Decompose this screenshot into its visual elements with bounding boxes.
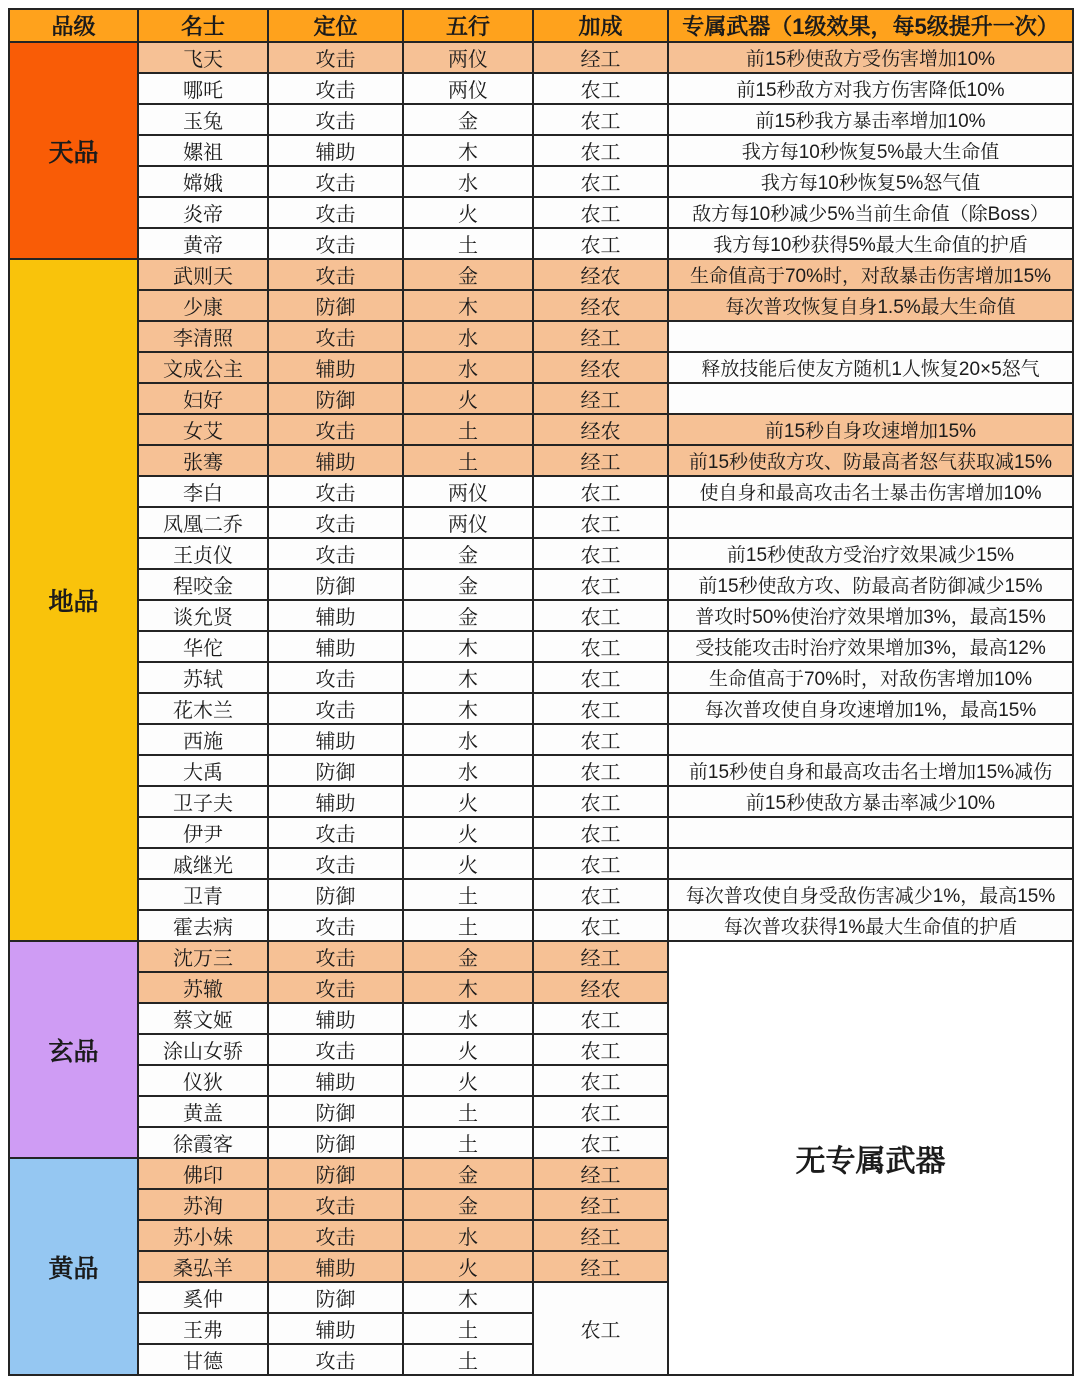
element-cell: 火 xyxy=(403,1065,533,1096)
table-row xyxy=(9,786,1073,817)
weapon-effect-cell: 使自身和最高攻击名士暴击伤害增加10% xyxy=(668,476,1073,507)
table-row xyxy=(9,197,1073,228)
element-cell: 土 xyxy=(403,1127,533,1158)
role-cell: 辅助 xyxy=(268,1251,403,1282)
element-cell: 水 xyxy=(403,321,533,352)
element-cell: 火 xyxy=(403,197,533,228)
element-cell: 水 xyxy=(403,724,533,755)
element-cell: 火 xyxy=(403,1251,533,1282)
table-row xyxy=(9,228,1073,259)
celebrity-name-cell: 李清照 xyxy=(138,321,268,352)
celebrity-name-cell: 程咬金 xyxy=(138,569,268,600)
celebrity-name-cell: 桑弘羊 xyxy=(138,1251,268,1282)
celebrity-name-cell: 炎帝 xyxy=(138,197,268,228)
role-cell: 辅助 xyxy=(268,135,403,166)
role-cell: 攻击 xyxy=(268,259,403,290)
table-row xyxy=(9,600,1073,631)
celebrity-name-cell: 哪吒 xyxy=(138,73,268,104)
role-cell: 攻击 xyxy=(268,1189,403,1220)
element-cell: 土 xyxy=(403,228,533,259)
role-cell: 防御 xyxy=(268,1158,403,1189)
weapon-effect-cell: 前15秒自身攻速增加15% xyxy=(668,414,1073,445)
weapon-effect-cell: 每次普攻恢复自身1.5%最大生命值 xyxy=(668,290,1073,321)
weapon-effect-cell: 前15秒使敌方受治疗效果减少15% xyxy=(668,538,1073,569)
celebrity-name-cell: 佛印 xyxy=(138,1158,268,1189)
bonus-cell: 农工 xyxy=(533,817,668,848)
bonus-cell: 农工 xyxy=(533,1096,668,1127)
tier-cell: 地品 xyxy=(9,259,138,941)
celebrity-name-cell: 嫘祖 xyxy=(138,135,268,166)
table-row xyxy=(9,631,1073,662)
bonus-cell: 农工 xyxy=(533,848,668,879)
element-cell: 火 xyxy=(403,786,533,817)
weapon-effect-cell xyxy=(668,817,1073,848)
celebrity-name-cell: 黄帝 xyxy=(138,228,268,259)
celebrity-name-cell: 少康 xyxy=(138,290,268,321)
bonus-cell: 农工 xyxy=(533,228,668,259)
role-cell: 攻击 xyxy=(268,1344,403,1375)
element-cell: 土 xyxy=(403,414,533,445)
bonus-cell: 经农 xyxy=(533,414,668,445)
celebrity-name-cell: 大禹 xyxy=(138,755,268,786)
celebrity-name-cell: 华佗 xyxy=(138,631,268,662)
header-row xyxy=(9,9,1073,42)
celebrity-name-cell: 伊尹 xyxy=(138,817,268,848)
element-cell: 土 xyxy=(403,879,533,910)
table-row xyxy=(9,73,1073,104)
table-row xyxy=(9,352,1073,383)
table-row xyxy=(9,476,1073,507)
table-body xyxy=(9,42,1073,1375)
weapon-effect-cell: 释放技能后使友方随机1人恢复20×5怒气 xyxy=(668,352,1073,383)
role-cell: 攻击 xyxy=(268,1034,403,1065)
table-row xyxy=(9,104,1073,135)
tier-cell: 天品 xyxy=(9,42,138,259)
weapon-effect-cell: 前15秒我方暴击率增加10% xyxy=(668,104,1073,135)
element-cell: 水 xyxy=(403,352,533,383)
celebrity-name-cell: 沈万三 xyxy=(138,941,268,972)
celebrity-name-cell: 妇好 xyxy=(138,383,268,414)
weapon-effect-cell: 每次普攻使自身攻速增加1%，最高15% xyxy=(668,693,1073,724)
weapon-effect-cell: 前15秒使自身和最高攻击名士增加15%减伤 xyxy=(668,755,1073,786)
weapon-effect-cell: 受技能攻击时治疗效果增加3%，最高12% xyxy=(668,631,1073,662)
role-cell: 防御 xyxy=(268,1096,403,1127)
bonus-cell: 农工 xyxy=(533,1282,668,1375)
element-cell: 土 xyxy=(403,1344,533,1375)
no-exclusive-weapon-cell: 无专属武器 xyxy=(668,941,1073,1375)
celebrity-name-cell: 涂山女骄 xyxy=(138,1034,268,1065)
bonus-cell: 农工 xyxy=(533,879,668,910)
bonus-cell: 农工 xyxy=(533,104,668,135)
bonus-cell: 农工 xyxy=(533,476,668,507)
element-cell: 金 xyxy=(403,600,533,631)
table-row xyxy=(9,507,1073,538)
bonus-cell: 农工 xyxy=(533,538,668,569)
weapon-effect-cell: 每次普攻使自身受敌伤害减少1%，最高15% xyxy=(668,879,1073,910)
element-cell: 两仪 xyxy=(403,476,533,507)
element-cell: 金 xyxy=(403,259,533,290)
celebrity-name-cell: 王贞仪 xyxy=(138,538,268,569)
element-cell: 金 xyxy=(403,569,533,600)
bonus-cell: 经工 xyxy=(533,941,668,972)
weapon-effect-cell: 前15秒使敌方受伤害增加10% xyxy=(668,42,1073,73)
role-cell: 攻击 xyxy=(268,538,403,569)
element-cell: 土 xyxy=(403,1096,533,1127)
weapon-effect-cell: 生命值高于70%时，对敌伤害增加10% xyxy=(668,662,1073,693)
role-cell: 防御 xyxy=(268,879,403,910)
bonus-cell: 经农 xyxy=(533,290,668,321)
bonus-cell: 经工 xyxy=(533,1158,668,1189)
bonus-cell: 经工 xyxy=(533,445,668,476)
bonus-cell: 农工 xyxy=(533,631,668,662)
role-cell: 防御 xyxy=(268,1282,403,1313)
weapon-effect-cell: 每次普攻获得1%最大生命值的护盾 xyxy=(668,910,1073,941)
role-cell: 攻击 xyxy=(268,1220,403,1251)
bonus-cell: 农工 xyxy=(533,1003,668,1034)
celebrity-name-cell: 武则天 xyxy=(138,259,268,290)
celebrity-name-cell: 仪狄 xyxy=(138,1065,268,1096)
element-cell: 水 xyxy=(403,1220,533,1251)
element-cell: 木 xyxy=(403,693,533,724)
weapon-effect-cell xyxy=(668,507,1073,538)
role-cell: 辅助 xyxy=(268,724,403,755)
weapon-effect-cell xyxy=(668,848,1073,879)
bonus-cell: 农工 xyxy=(533,600,668,631)
tier-cell: 黄品 xyxy=(9,1158,138,1375)
element-cell: 木 xyxy=(403,662,533,693)
role-cell: 攻击 xyxy=(268,817,403,848)
element-cell: 水 xyxy=(403,1003,533,1034)
weapon-effect-cell: 我方每10秒恢复5%最大生命值 xyxy=(668,135,1073,166)
element-cell: 土 xyxy=(403,1313,533,1344)
celebrity-name-cell: 苏小妹 xyxy=(138,1220,268,1251)
celebrity-name-cell: 戚继光 xyxy=(138,848,268,879)
element-cell: 木 xyxy=(403,135,533,166)
weapon-effect-cell: 前15秒敌方对我方伤害降低10% xyxy=(668,73,1073,104)
celebrity-name-cell: 苏轼 xyxy=(138,662,268,693)
element-cell: 火 xyxy=(403,848,533,879)
element-cell: 金 xyxy=(403,538,533,569)
element-cell: 土 xyxy=(403,445,533,476)
role-cell: 攻击 xyxy=(268,507,403,538)
role-cell: 防御 xyxy=(268,383,403,414)
table-row xyxy=(9,414,1073,445)
element-cell: 木 xyxy=(403,1282,533,1313)
table-row xyxy=(9,848,1073,879)
celebrity-name-cell: 西施 xyxy=(138,724,268,755)
element-cell: 金 xyxy=(403,1158,533,1189)
role-cell: 攻击 xyxy=(268,476,403,507)
bonus-cell: 农工 xyxy=(533,786,668,817)
role-cell: 防御 xyxy=(268,755,403,786)
role-cell: 攻击 xyxy=(268,972,403,1003)
column-header: 品级 xyxy=(9,9,138,42)
celebrity-name-cell: 卫子夫 xyxy=(138,786,268,817)
bonus-cell: 农工 xyxy=(533,1034,668,1065)
celebrity-name-cell: 苏辙 xyxy=(138,972,268,1003)
role-cell: 攻击 xyxy=(268,73,403,104)
weapon-effect-cell xyxy=(668,724,1073,755)
element-cell: 木 xyxy=(403,631,533,662)
role-cell: 攻击 xyxy=(268,228,403,259)
role-cell: 攻击 xyxy=(268,662,403,693)
bonus-cell: 农工 xyxy=(533,662,668,693)
bonus-cell: 农工 xyxy=(533,569,668,600)
table-row xyxy=(9,445,1073,476)
bonus-cell: 农工 xyxy=(533,166,668,197)
column-header: 定位 xyxy=(268,9,403,42)
element-cell: 木 xyxy=(403,290,533,321)
weapon-effect-cell: 前15秒使敌方攻、防最高者防御减少15% xyxy=(668,569,1073,600)
role-cell: 辅助 xyxy=(268,631,403,662)
role-cell: 攻击 xyxy=(268,104,403,135)
table-header xyxy=(9,9,1073,42)
table-row xyxy=(9,259,1073,290)
role-cell: 攻击 xyxy=(268,197,403,228)
role-cell: 攻击 xyxy=(268,166,403,197)
bonus-cell: 农工 xyxy=(533,693,668,724)
element-cell: 金 xyxy=(403,104,533,135)
celebrity-name-cell: 卫青 xyxy=(138,879,268,910)
celebrity-name-cell: 凤凰二乔 xyxy=(138,507,268,538)
celebrity-name-cell: 苏洵 xyxy=(138,1189,268,1220)
tier-cell: 玄品 xyxy=(9,941,138,1158)
table-row xyxy=(9,879,1073,910)
table-row xyxy=(9,166,1073,197)
table-row xyxy=(9,817,1073,848)
weapon-effect-cell: 前15秒使敌方攻、防最高者怒气获取减15% xyxy=(668,445,1073,476)
role-cell: 攻击 xyxy=(268,321,403,352)
role-cell: 辅助 xyxy=(268,600,403,631)
column-header: 名士 xyxy=(138,9,268,42)
table-row xyxy=(9,383,1073,414)
bonus-cell: 经工 xyxy=(533,42,668,73)
bonus-cell: 农工 xyxy=(533,197,668,228)
element-cell: 两仪 xyxy=(403,73,533,104)
bonus-cell: 农工 xyxy=(533,910,668,941)
bonus-cell: 经工 xyxy=(533,1189,668,1220)
role-cell: 防御 xyxy=(268,1127,403,1158)
table-row xyxy=(9,290,1073,321)
element-cell: 两仪 xyxy=(403,42,533,73)
role-cell: 防御 xyxy=(268,290,403,321)
role-cell: 防御 xyxy=(268,569,403,600)
weapon-effect-cell: 我方每10秒恢复5%怒气值 xyxy=(668,166,1073,197)
bonus-cell: 经农 xyxy=(533,259,668,290)
role-cell: 辅助 xyxy=(268,445,403,476)
bonus-cell: 农工 xyxy=(533,1065,668,1096)
role-cell: 辅助 xyxy=(268,352,403,383)
weapon-effect-cell: 敌方每10秒减少5%当前生命值（除Boss） xyxy=(668,197,1073,228)
bonus-cell: 经工 xyxy=(533,1251,668,1282)
table-row xyxy=(9,910,1073,941)
element-cell: 火 xyxy=(403,817,533,848)
celebrity-name-cell: 谈允贤 xyxy=(138,600,268,631)
bonus-cell: 经农 xyxy=(533,972,668,1003)
celebrity-name-cell: 甘德 xyxy=(138,1344,268,1375)
bonus-cell: 农工 xyxy=(533,1127,668,1158)
column-header: 专属武器（1级效果，每5级提升一次） xyxy=(668,9,1073,42)
bonus-cell: 农工 xyxy=(533,73,668,104)
bonus-cell: 农工 xyxy=(533,507,668,538)
celebrity-name-cell: 王弗 xyxy=(138,1313,268,1344)
role-cell: 辅助 xyxy=(268,1065,403,1096)
bonus-cell: 经工 xyxy=(533,321,668,352)
table-row xyxy=(9,755,1073,786)
weapon-effect-cell: 普攻时50%使治疗效果增加3%，最高15% xyxy=(668,600,1073,631)
role-cell: 攻击 xyxy=(268,42,403,73)
celebrity-name-cell: 黄盖 xyxy=(138,1096,268,1127)
element-cell: 火 xyxy=(403,1034,533,1065)
element-cell: 水 xyxy=(403,755,533,786)
celebrity-name-cell: 张骞 xyxy=(138,445,268,476)
role-cell: 攻击 xyxy=(268,910,403,941)
role-cell: 攻击 xyxy=(268,848,403,879)
table-row xyxy=(9,941,1073,972)
table-row xyxy=(9,42,1073,73)
role-cell: 辅助 xyxy=(268,786,403,817)
role-cell: 辅助 xyxy=(268,1003,403,1034)
celebrity-name-cell: 女艾 xyxy=(138,414,268,445)
weapon-effect-cell: 生命值高于70%时，对敌暴击伤害增加15% xyxy=(668,259,1073,290)
bonus-cell: 农工 xyxy=(533,135,668,166)
column-header: 五行 xyxy=(403,9,533,42)
bonus-cell: 农工 xyxy=(533,724,668,755)
element-cell: 火 xyxy=(403,383,533,414)
element-cell: 木 xyxy=(403,972,533,1003)
celebrity-name-cell: 玉兔 xyxy=(138,104,268,135)
weapon-effect-cell xyxy=(668,321,1073,352)
celebrity-name-cell: 蔡文姬 xyxy=(138,1003,268,1034)
role-cell: 辅助 xyxy=(268,1313,403,1344)
bonus-cell: 经农 xyxy=(533,352,668,383)
celebrity-name-cell: 文成公主 xyxy=(138,352,268,383)
weapon-effect-cell xyxy=(668,383,1073,414)
element-cell: 两仪 xyxy=(403,507,533,538)
celebrity-name-cell: 嫦娥 xyxy=(138,166,268,197)
table-row xyxy=(9,693,1073,724)
table-row xyxy=(9,135,1073,166)
column-header: 加成 xyxy=(533,9,668,42)
bonus-cell: 经工 xyxy=(533,383,668,414)
element-cell: 金 xyxy=(403,941,533,972)
celebrity-name-cell: 霍去病 xyxy=(138,910,268,941)
role-cell: 攻击 xyxy=(268,414,403,445)
bonus-cell: 经工 xyxy=(533,1220,668,1251)
table-row xyxy=(9,724,1073,755)
celebrity-name-cell: 飞天 xyxy=(138,42,268,73)
celebrity-name-cell: 徐霞客 xyxy=(138,1127,268,1158)
bonus-cell: 农工 xyxy=(533,755,668,786)
element-cell: 水 xyxy=(403,166,533,197)
celebrity-name-cell: 李白 xyxy=(138,476,268,507)
tier-table xyxy=(8,8,1074,1376)
role-cell: 攻击 xyxy=(268,693,403,724)
table-row xyxy=(9,569,1073,600)
weapon-effect-cell: 前15秒使敌方暴击率减少10% xyxy=(668,786,1073,817)
element-cell: 金 xyxy=(403,1189,533,1220)
role-cell: 攻击 xyxy=(268,941,403,972)
weapon-effect-cell: 我方每10秒获得5%最大生命值的护盾 xyxy=(668,228,1073,259)
element-cell: 土 xyxy=(403,910,533,941)
celebrity-name-cell: 花木兰 xyxy=(138,693,268,724)
table-row xyxy=(9,662,1073,693)
table-row xyxy=(9,538,1073,569)
table-row xyxy=(9,321,1073,352)
celebrity-name-cell: 奚仲 xyxy=(138,1282,268,1313)
